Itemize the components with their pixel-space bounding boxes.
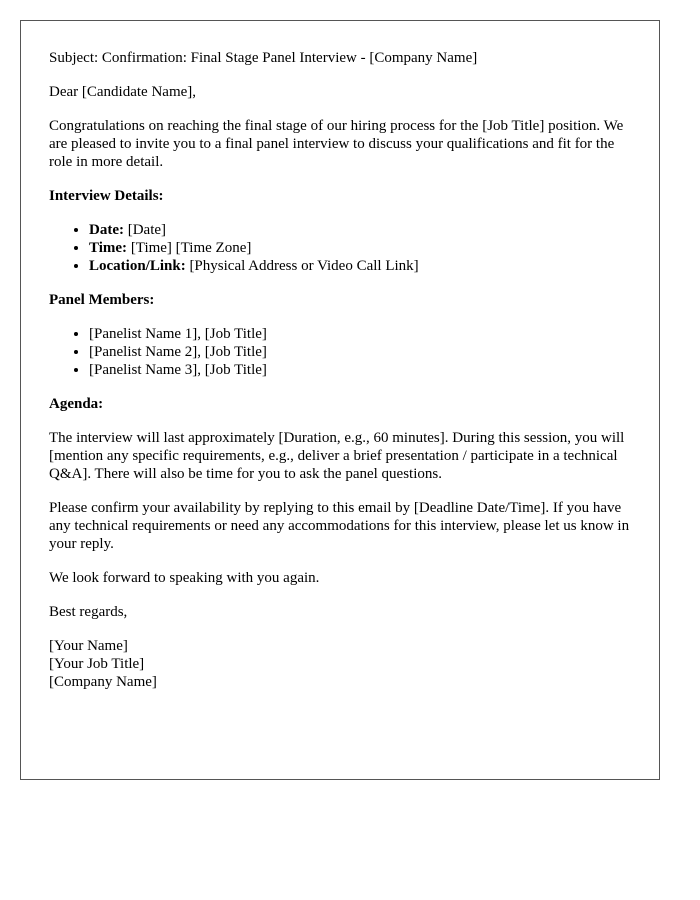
list-item <box>89 239 631 257</box>
signature-job-title: [Your Job Title] <box>49 656 145 672</box>
list-item: • [Panelist Name 2], [Job Title] <box>89 343 631 361</box>
list-item <box>89 257 631 275</box>
panel-members-list <box>49 325 631 379</box>
sign-off: Best regards, <box>49 604 128 620</box>
interview-details-list <box>49 221 631 275</box>
list-item: • [Panelist Name 1], [Job Title] <box>89 325 631 343</box>
greeting: Dear [Candidate Name], <box>49 84 197 100</box>
confirm-paragraph: Please confirm your availability by replying to this email by [Deadline Date/Time]. If you have any technical requirements or need any accommodations for this interview, please let us know in your reply. <box>49 500 630 552</box>
signature-company: [Company Name] <box>49 674 157 690</box>
agenda-paragraph: The interview will last approximately [Duration, e.g., 60 minutes]. During this session, you will [mention any specific requirements, e.g., deliver a brief presentation / participate in a technical Q&A]. There will also be time for you to ask the panel questions. <box>49 430 625 482</box>
list-item: • [Panelist Name 3], [Job Title] <box>89 361 631 379</box>
detail-value: [Time] [Time Zone] <box>127 240 252 256</box>
list-item <box>89 221 631 239</box>
detail-value: [Physical Address or Video Call Link] <box>185 258 419 274</box>
signature-name: [Your Name] <box>49 638 128 654</box>
intro-paragraph: Congratulations on reaching the final stage of our hiring process for the [Job Title] position. We are pleased to invite you to a final panel interview to discuss your qualifications and fit for the role in more detail. <box>49 118 624 170</box>
detail-label: Time: <box>89 240 128 256</box>
panel-members-heading: Panel Members: <box>49 292 155 308</box>
detail-label: Date: <box>89 222 124 238</box>
signature-block <box>49 637 631 691</box>
interview-details-heading: Interview Details: <box>49 188 164 204</box>
detail-value: [Date] <box>123 222 167 238</box>
email-subject: Subject: Confirmation: Final Stage Panel Interview - [Company Name] <box>49 50 478 66</box>
detail-label: Location/Link: <box>89 258 186 274</box>
letter-body <box>20 20 660 780</box>
agenda-heading: Agenda: <box>49 396 104 412</box>
closing-line: We look forward to speaking with you again. <box>49 570 320 586</box>
